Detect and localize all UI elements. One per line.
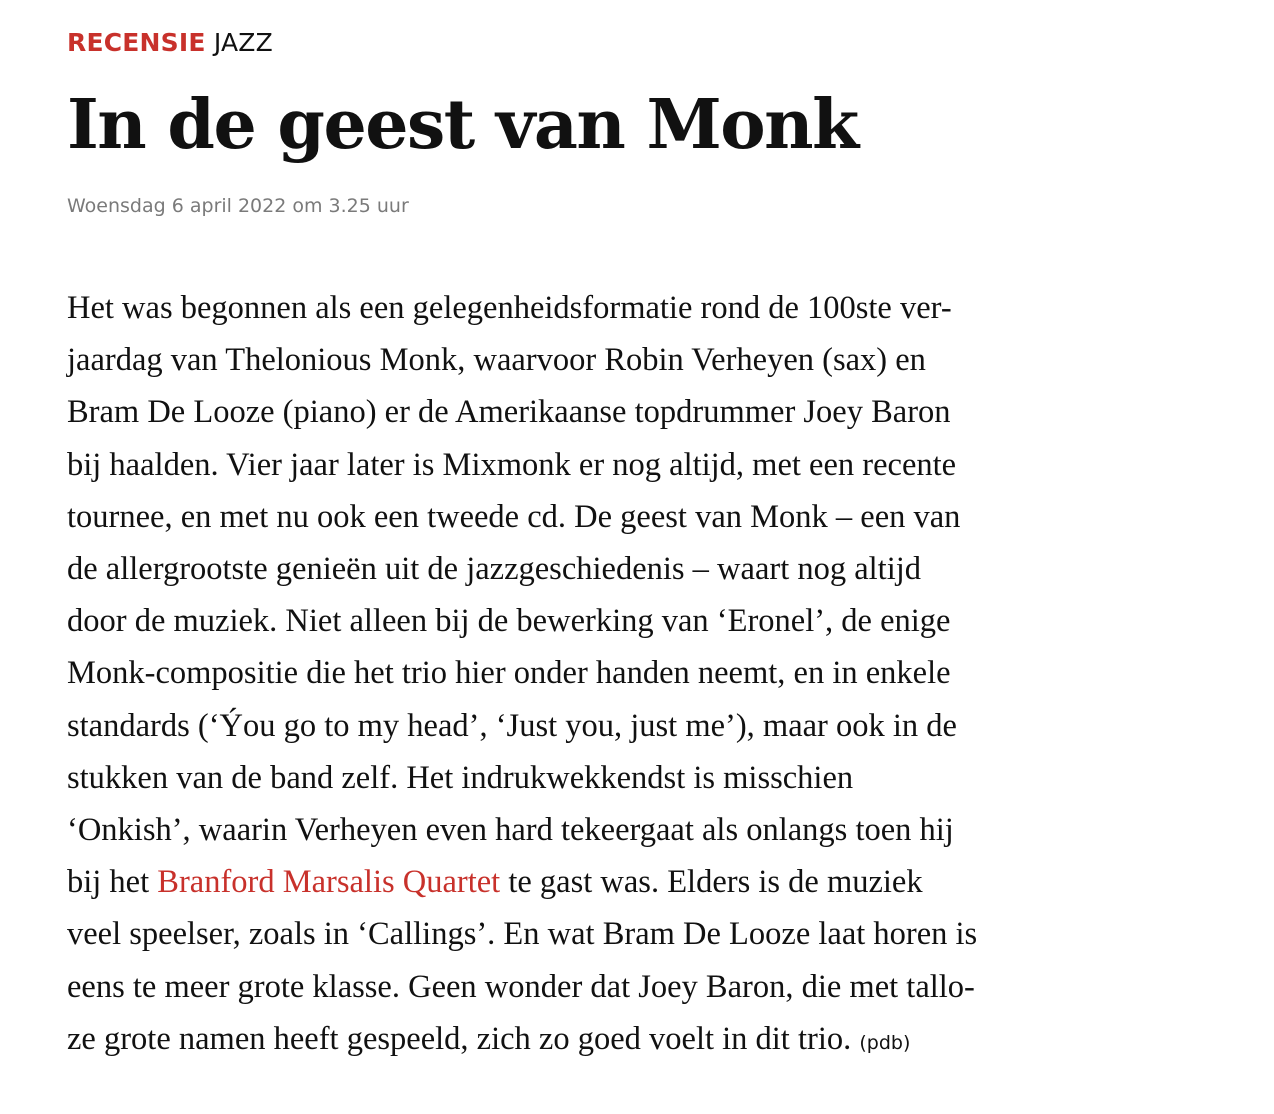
body-line: Bram De Looze (piano) er de Amerikaanse topdrummer Joey Baron: [67, 394, 951, 431]
author-credit: (pdb): [859, 1031, 911, 1054]
publish-date: Woensdag 6 april 2022 om 3.25 uur: [67, 195, 409, 217]
body-line-with-link: [67, 856, 1247, 908]
article: [67, 24, 1247, 1069]
body-line: jaardag van Thelonious Monk, waarvoor Robin Verheyen (sax) en: [67, 342, 926, 379]
branford-marsalis-quartet-link[interactable]: Branford Marsalis Quartet: [157, 864, 501, 901]
headline: In de geest van Monk: [67, 85, 858, 165]
body-line: bij haalden. Vier jaar later is Mixmonk er nog altijd, met een recente: [67, 446, 957, 483]
body-last-line: [67, 1013, 1247, 1069]
link-line-after: te gast was. Elders is de muziek: [500, 864, 923, 901]
genre-label: JAZZ: [213, 28, 273, 57]
link-line-before: bij het: [67, 864, 158, 901]
last-line-text: ze grote namen heeft gespeeld, zich zo goed voelt in dit trio.: [67, 1020, 852, 1057]
body-line: eens te meer grote klasse. Geen wonder dat Joey Baron, die met tallo-: [67, 968, 975, 1005]
article-body: [67, 282, 1247, 1069]
body-line: standards (‘Ýou go to my head’, ‘Just you, just me’), maar ook in de: [67, 707, 957, 744]
body-line: de allergrootste genieën uit de jazzgeschiedenis – waart nog altijd: [67, 551, 922, 588]
section-label[interactable]: RECENSIE: [67, 28, 206, 57]
body-line: ‘Onkish’, waarin Verheyen even hard tekeergaat als onlangs toen hij: [67, 812, 954, 849]
body-line: stukken van de band zelf. Het indrukwekkendst is misschien: [67, 759, 854, 796]
body-line: door de muziek. Niet alleen bij de bewerking van ‘Eronel’, de enige: [67, 603, 951, 640]
body-line: veel speelser, zoals in ‘Callings’. En wat Bram De Looze laat horen is: [67, 916, 978, 953]
body-line: Monk-compositie die het trio hier onder handen neemt, en in enkele: [67, 655, 951, 692]
body-line: tournee, en met nu ook een tweede cd. De geest van Monk – een van: [67, 498, 961, 535]
kicker: [67, 24, 1247, 62]
body-line: Het was begonnen als een gelegenheidsformatie rond de 100ste ver-: [67, 290, 952, 326]
